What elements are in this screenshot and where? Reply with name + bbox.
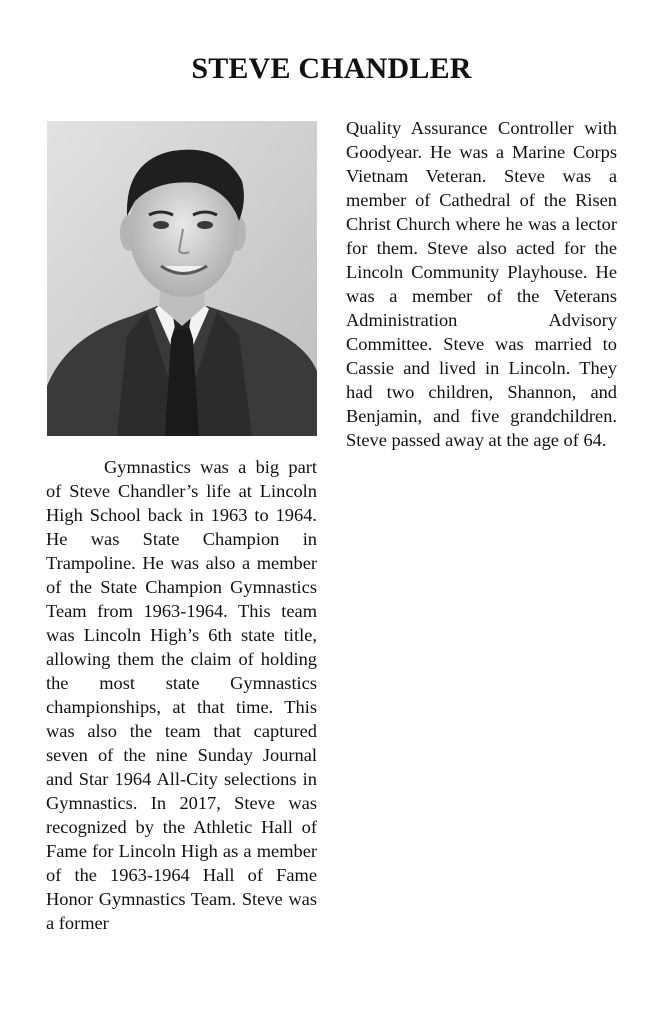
right-column-text — [346, 116, 617, 452]
biography-paragraph-part-2: Quality Assurance Controller with Goodyear. He was a Marine Corps Vietnam Veteran. Steve was a member of Cathedral of the Risen Christ Church where he was a lector for them. Steve also acted for the Lincoln Community Playhouse. He was a member of the Veterans Administration Advisory Committee. Steve was married to Cassie and lived in Lincoln. They had two children, Shannon, and Benjamin, and five grandchildren. Steve passed away at the age of 64. — [346, 118, 617, 450]
portrait-photo — [47, 121, 317, 436]
left-column-text — [46, 455, 317, 935]
biography-paragraph-part-1: Gymnastics was a big part of Steve Chandler’s life at Lincoln High School back in 1963 to 1964. He was State Champion in Trampoline. He was also a member of the State Champion Gymnastics Team from 1963-1964. This team was Lincoln High’s 6th state title, allowing them the claim of holding the most state Gymnastics championships, at that time. This was also the team that captured seven of the nine Sunday Journal and Star 1964 All-City selections in Gymnastics. In 2017, Steve was recognized by the Athletic Hall of Fame for Lincoln High as a member of the 1963-1964 Hall of Fame Honor Gymnastics Team. Steve was a former — [46, 457, 317, 933]
portrait-image — [47, 121, 317, 436]
page-title: STEVE CHANDLER — [191, 52, 472, 85]
